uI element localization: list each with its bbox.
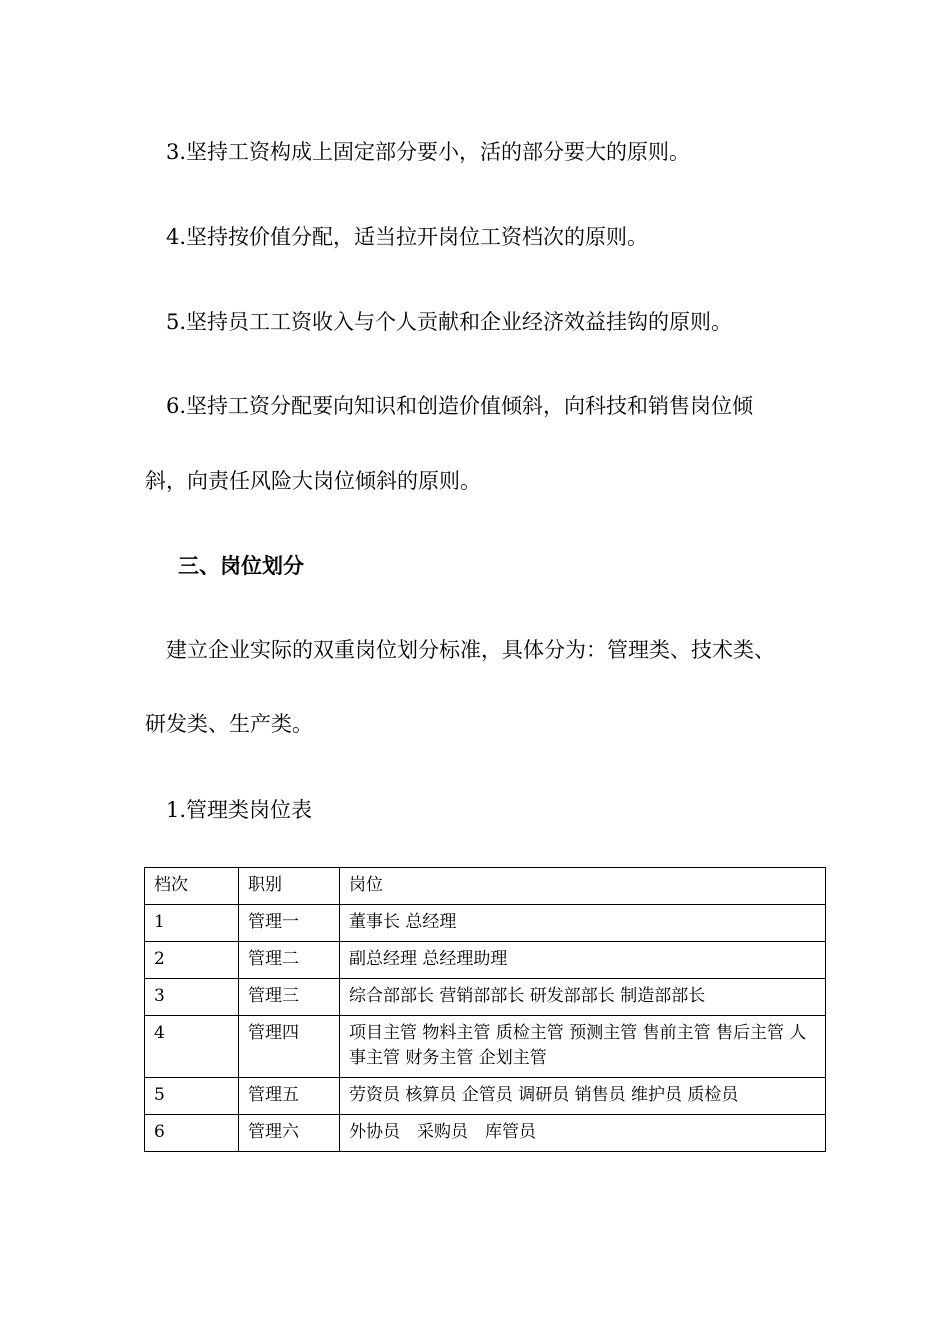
section-heading: 三、岗位划分 bbox=[178, 554, 304, 578]
section-intro-line-1: 建立企业实际的双重岗位划分标准，具体分为：管理类、技术类、 bbox=[166, 638, 775, 662]
row-level: 5 bbox=[145, 1078, 239, 1115]
row-grade: 管理二 bbox=[239, 942, 340, 979]
principle-3: 3.坚持工资构成上固定部分要小，活的部分要大的原则。 bbox=[166, 140, 691, 164]
row-level: 4 bbox=[145, 1016, 239, 1078]
table-row bbox=[145, 979, 826, 1016]
row-positions: 劳资员 核算员 企管员 调研员 销售员 维护员 质检员 bbox=[340, 1078, 826, 1115]
row-positions: 项目主管 物料主管 质检主管 预测主管 售前主管 售后主管 人事主管 财务主管 企划主管 bbox=[340, 1016, 826, 1078]
row-positions: 董事长 总经理 bbox=[340, 905, 826, 942]
principle-4: 4.坚持按价值分配，适当拉开岗位工资档次的原则。 bbox=[166, 225, 649, 249]
principle-5: 5.坚持员工工资收入与个人贡献和企业经济效益挂钩的原则。 bbox=[166, 310, 733, 334]
table-header-row bbox=[145, 868, 826, 905]
header-positions: 岗位 bbox=[340, 868, 826, 905]
row-level: 1 bbox=[145, 905, 239, 942]
table-row bbox=[145, 1016, 826, 1078]
row-grade: 管理三 bbox=[239, 979, 340, 1016]
header-grade: 职别 bbox=[239, 868, 340, 905]
section-intro-line-2: 研发类、生产类。 bbox=[145, 712, 313, 736]
table-title: 1.管理类岗位表 bbox=[166, 798, 313, 822]
row-grade: 管理五 bbox=[239, 1078, 340, 1115]
row-grade: 管理四 bbox=[239, 1016, 340, 1078]
table-row bbox=[145, 942, 826, 979]
principle-6-line-2: 斜，向责任风险大岗位倾斜的原则。 bbox=[145, 469, 481, 493]
header-level: 档次 bbox=[145, 868, 239, 905]
table-row bbox=[145, 905, 826, 942]
row-level: 2 bbox=[145, 942, 239, 979]
table-row bbox=[145, 1115, 826, 1152]
row-positions: 综合部部长 营销部部长 研发部部长 制造部部长 bbox=[340, 979, 826, 1016]
principle-6-line-1: 6.坚持工资分配要向知识和创造价值倾斜，向科技和销售岗位倾 bbox=[166, 394, 754, 418]
management-positions-table bbox=[144, 867, 826, 1152]
row-level: 3 bbox=[145, 979, 239, 1016]
row-level: 6 bbox=[145, 1115, 239, 1152]
row-positions: 副总经理 总经理助理 bbox=[340, 942, 826, 979]
table-row bbox=[145, 1078, 826, 1115]
row-grade: 管理一 bbox=[239, 905, 340, 942]
row-grade: 管理六 bbox=[239, 1115, 340, 1152]
row-positions: 外协员 采购员 库管员 bbox=[340, 1115, 826, 1152]
